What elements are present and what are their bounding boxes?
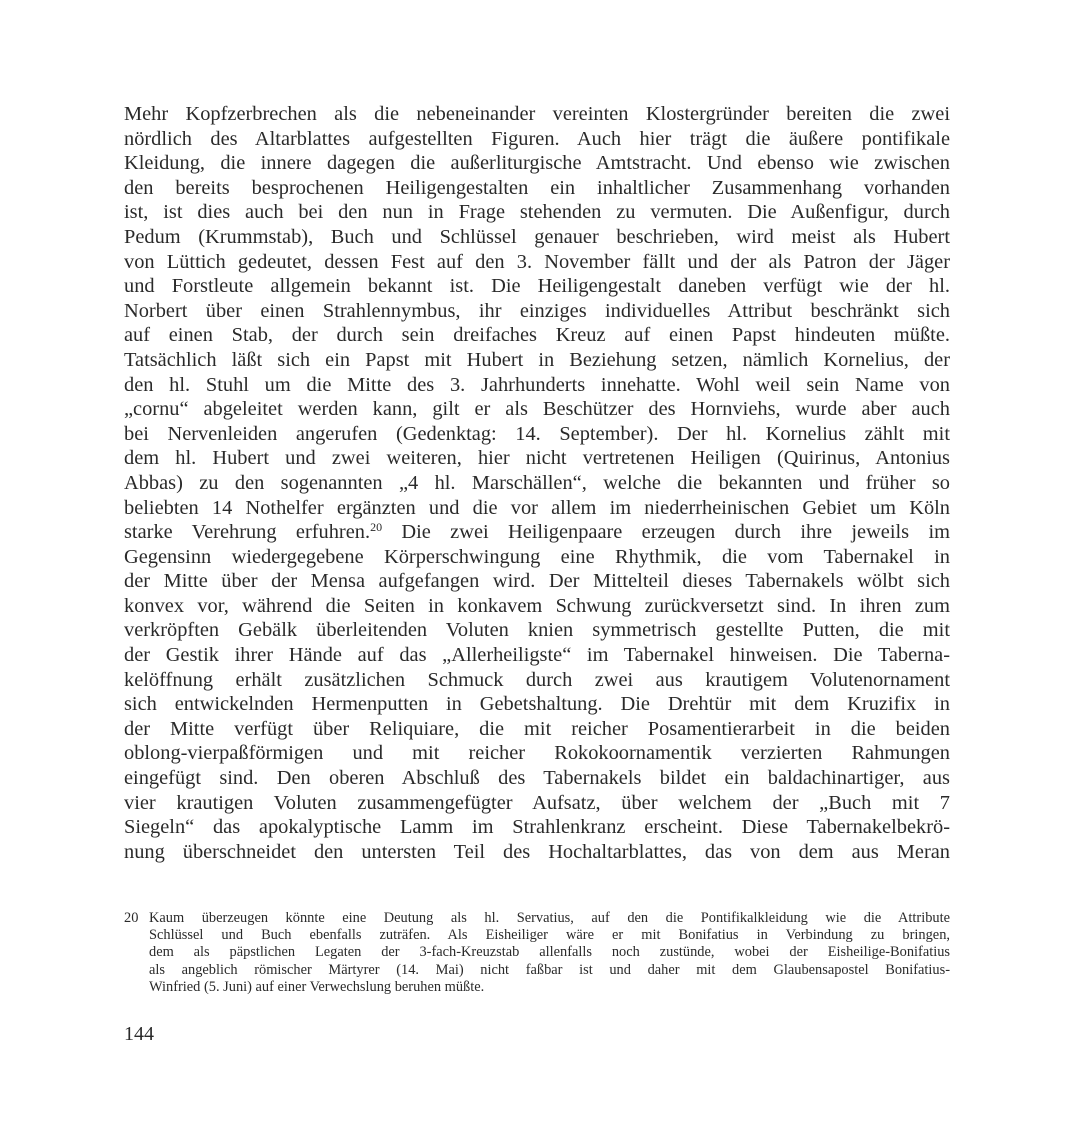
text-line: nördlich des Altarblattes aufgestellten Figuren. Auch hier trägt die äußere pontifikale [124, 127, 950, 150]
text-line: oblong-vierpaßförmigen und mit reicher Rokokoornamentik verzierten Rahmungen [124, 742, 950, 765]
text-line: bei Nervenleiden angerufen (Gedenktag: 14. September). Der hl. Kornelius zählt mit [124, 422, 950, 445]
footnote-line: als angeblich römischer Märtyrer (14. Mai) nicht faßbar ist und daher mit dem Glaubensapostel Bonifatius- [149, 961, 950, 978]
footnote-line: dem als päpstlichen Legaten der 3-fach-Kreuzstab allenfalls noch zustünde, wobei der Eisheilige-Bonifatius [149, 944, 950, 961]
text-line: vier krautigen Voluten zusammengefügter Aufsatz, über welchem der „Buch mit 7 [124, 791, 950, 814]
text-line: ist, ist dies auch bei den nun in Frage stehenden zu vermuten. Die Außenfigur, durch [124, 201, 950, 224]
text-line: Kleidung, die innere dagegen die außerliturgische Amtstracht. Und ebenso wie zwischen [124, 152, 950, 175]
text-line: Norbert über einen Strahlennymbus, ihr einziges individuelles Attribut beschränkt sich [124, 299, 950, 322]
text-line: Gegensinn wiedergegebene Körperschwingung eine Rhythmik, die vom Tabernakel in [124, 545, 950, 568]
footnote-reference: 20 [370, 520, 383, 535]
text-line: Abbas) zu den sogenannten „4 hl. Marschällen“, welche die bekannten und früher so [124, 471, 950, 494]
text-line: Pedum (Krummstab), Buch und Schlüssel genauer beschrieben, wird meist als Hubert [124, 225, 950, 248]
body-text [124, 102, 950, 864]
text-line: konvex vor, während die Seiten in konkavem Schwung zurückversetzt sind. In ihren zum [124, 594, 950, 617]
document-page [124, 0, 950, 1146]
footnote-line: Kaum überzeugen könnte eine Deutung als hl. Servatius, auf den die Pontifikalkleidung wie die Attribute [149, 910, 950, 926]
text-line: auf einen Stab, der durch sein dreifaches Kreuz auf einen Papst hindeuten müßte. [124, 324, 950, 347]
text-line: verkröpften Gebälk überleitenden Voluten knien symmetrisch gestellte Putten, die mit [124, 619, 950, 642]
text-line: Tatsächlich läßt sich ein Papst mit Hubert in Beziehung setzen, nämlich Kornelius, der [124, 348, 950, 371]
footnote-text [149, 910, 950, 996]
page-number: 144 [124, 1023, 154, 1045]
text-line: „cornu“ abgeleitet werden kann, gilt er als Beschützer des Hornviehs, wurde aber auch [124, 398, 950, 421]
text-line: dem hl. Hubert und zwei weiteren, hier nicht vertretenen Heiligen (Quirinus, Antonius [124, 447, 950, 470]
footnote-line: Schlüssel und Buch ebenfalls zuträfen. Als Eisheiliger wäre er mit Bonifatius in Verbindung zu bringen, [149, 927, 950, 944]
footnote-number: 20 [124, 910, 139, 926]
text-line: Mehr Kopfzerbrechen als die nebeneinander vereinten Klostergründer bereiten die zwei [124, 103, 950, 125]
text-line: und Forstleute allgemein bekannt ist. Die Heiligengestalt daneben verfügt wie der hl. [124, 275, 950, 298]
text-line: von Lüttich gedeutet, dessen Fest auf den 3. November fällt und der als Patron der Jäger [124, 250, 950, 273]
text-line: der Gestik ihrer Hände auf das „Allerheiligste“ im Tabernakel hinweisen. Die Taberna- [124, 644, 950, 667]
text-line: den bereits besprochenen Heiligengestalten ein inhaltlicher Zusammenhang vorhanden [124, 176, 950, 199]
text-line: nung überschneidet den untersten Teil des Hochaltarblattes, das von dem aus Meran [124, 840, 950, 863]
text-line: kelöffnung erhält zusätzlichen Schmuck durch zwei aus krautigem Volutenornament [124, 668, 950, 691]
text-line-with-footnote-ref [124, 520, 950, 545]
footnote-line: Winfried (5. Juni) auf einer Verwechslung beruhen müßte. [149, 978, 485, 995]
text-line: den hl. Stuhl um die Mitte des 3. Jahrhunderts innehatte. Wohl weil sein Name von [124, 373, 950, 396]
text-segment: starke Verehrung erfuhren. [124, 521, 371, 544]
text-line: der Mitte verfügt über Reliquiare, die mit reicher Posamentierarbeit in die beiden [124, 717, 950, 740]
text-line: der Mitte über der Mensa aufgefangen wird. Der Mittelteil dieses Tabernakels wölbt sich [124, 570, 950, 593]
footnote [124, 910, 950, 996]
text-line: Siegeln“ das apokalyptische Lamm im Strahlenkranz erscheint. Diese Tabernakelbekrö- [124, 816, 950, 839]
text-line: eingefügt sind. Den oberen Abschluß des Tabernakels bildet ein baldachinartiger, aus [124, 767, 950, 790]
text-line: sich entwickelnden Hermenputten in Gebetshaltung. Die Drehtür mit dem Kruzifix in [124, 693, 950, 716]
text-line: beliebten 14 Nothelfer ergänzten und die vor allem im niederrheinischen Gebiet um Köln [124, 496, 950, 519]
text-segment: Die zwei Heiligenpaare erzeugen durch ihre jeweils im [382, 521, 950, 544]
